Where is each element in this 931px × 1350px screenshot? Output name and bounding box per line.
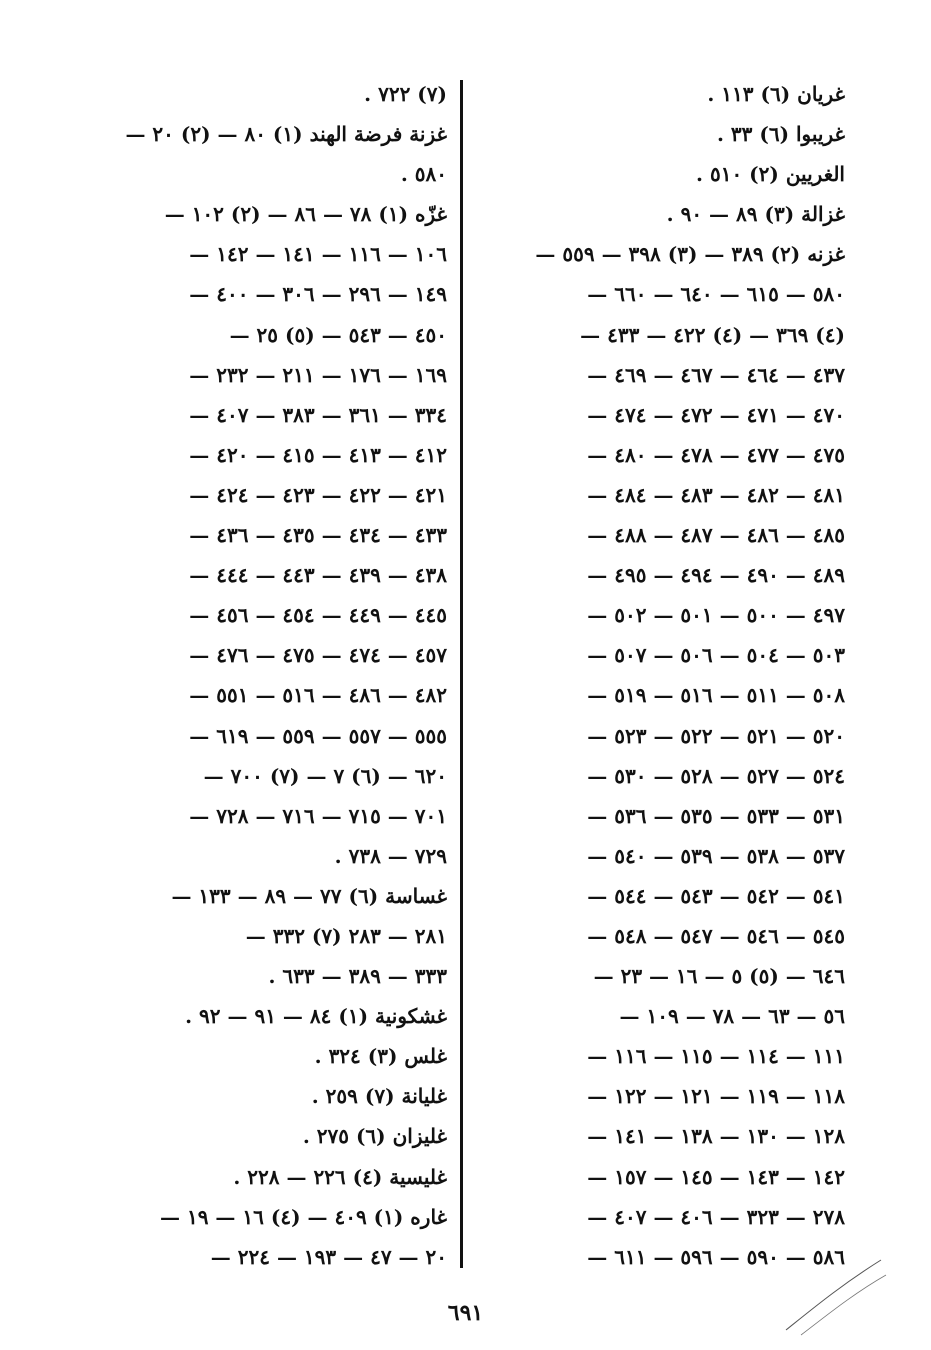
index-entry-line: ١٤٩ — ٢٩٦ — ٣٠٦ — ٤٠٠ — [189, 282, 447, 307]
index-entry-line: غريبوا (٦) ٣٣ . [716, 122, 845, 147]
index-entry-line: ٤٢١ — ٤٢٢ — ٤٢٣ — ٤٢٤ — [189, 482, 447, 507]
index-entry-line: ٤١٢ — ٤١٣ — ٤١٥ — ٤٢٠ — [189, 442, 447, 467]
page-number: ٦٩١ [447, 1300, 484, 1326]
index-entry-line: ٣٣٤ — ٣٦١ — ٣٨٣ — ٤٠٧ — [189, 402, 447, 427]
index-entry-line: ٢٨١ — ٢٨٣ (٧) ٣٣٢ — [245, 923, 447, 948]
index-entry-line: ٢٧٨ — ٣٢٣ — ٤٠٦ — ٤٠٧ — [587, 1204, 845, 1229]
index-entry-line: ٥٦ — ٦٣ — ٧٨ — ١٠٩ — [619, 1004, 845, 1029]
index-entry-line: الغريين (٢) ٥١٠ . [696, 162, 845, 187]
index-entry-line: ٢٠ — ٤٧ — ١٩٣ — ٢٢٤ — [210, 1244, 447, 1269]
index-entry-line: ٥٣١ — ٥٣٣ — ٥٣٥ — ٥٣٦ — [587, 803, 845, 828]
index-entry-line: ١٦٩ — ١٧٦ — ٢١١ — ٢٣٢ — [189, 362, 447, 387]
index-entry-line: ٥٨٦ — ٥٩٠ — ٥٩٦ — ٦١١ — [587, 1244, 845, 1269]
left-index-column [93, 74, 447, 1277]
index-entry-line: ١٢٨ — ١٣٠ — ١٣٨ — ١٤١ — [587, 1124, 845, 1149]
index-entry-line: ٥٣٧ — ٥٣٨ — ٥٣٩ — ٥٤٠ — [587, 843, 845, 868]
index-entry-line: غليسية (٤) ٢٢٦ — ٢٢٨ . [233, 1164, 447, 1189]
index-entry-line: ١٠٦ — ١١٦ — ١٤١ — ١٤٢ — [189, 242, 447, 267]
index-entry-line: ٤٥٠ — ٥٤٣ — (٥) ٢٥ — [229, 322, 447, 347]
index-entry-line: غساسة (٦) ٧٧ — ٨٩ — ١٣٣ — [171, 883, 447, 908]
index-entry-line: غزنه (٢) ٣٨٩ — (٣) ٣٩٨ — ٥٥٩ — [535, 242, 845, 267]
index-entry-line: (٤) ٣٦٩ — (٤) ٤٢٢ — ٤٣٣ — [580, 322, 845, 347]
index-entry-line: ٥٤٥ — ٥٤٦ — ٥٤٧ — ٥٤٨ — [587, 923, 845, 948]
index-entry-line: ٥٨٠ — ٦١٥ — ٦٤٠ — ٦٦٠ — [587, 282, 845, 307]
index-entry-line: غليزان (٦) ٢٧٥ . [302, 1124, 447, 1149]
index-entry-line: ٤٥٧ — ٤٧٤ — ٤٧٥ — ٤٧٦ — [189, 643, 447, 668]
index-entry-line: ٤٩٧ — ٥٠٠ — ٥٠١ — ٥٠٢ — [587, 603, 845, 628]
index-entry-line: ٥٨٠ . [400, 162, 447, 187]
index-entry-line: ٥٠٣ — ٥٠٤ — ٥٠٦ — ٥٠٧ — [587, 643, 845, 668]
index-entry-line: غزالة (٣) ٨٩ — ٩٠ . [666, 202, 845, 227]
index-entry-line: ٤٨٢ — ٤٨٦ — ٥١٦ — ٥٥١ — [189, 683, 447, 708]
index-entry-line: ٤٤٥ — ٤٤٩ — ٤٥٤ — ٤٥٦ — [189, 603, 447, 628]
index-entry-line: ٤٧٥ — ٤٧٧ — ٤٧٨ — ٤٨٠ — [587, 442, 845, 467]
index-entry-line: ٥٢٠ — ٥٢١ — ٥٢٢ — ٥٢٣ — [587, 723, 845, 748]
index-entry-line: ٥٠٨ — ٥١١ — ٥١٦ — ٥١٩ — [587, 683, 845, 708]
index-entry-line: ١١٨ — ١١٩ — ١٢١ — ١٢٢ — [587, 1084, 845, 1109]
index-entry-line: غشكونية (١) ٨٤ — ٩١ — ٩٢ . [185, 1004, 447, 1029]
index-entry-line: غزّه (١) ٧٨ — ٨٦ — (٢) ١٠٢ — [164, 202, 447, 227]
column-divider [460, 80, 463, 1268]
index-entry-line: ١٤٢ — ١٤٣ — ١٤٥ — ١٥٧ — [587, 1164, 845, 1189]
index-entry-line: غليانة (٧) ٢٥٩ . [311, 1084, 447, 1109]
index-entry-line: ٤٨٥ — ٤٨٦ — ٤٨٧ — ٤٨٨ — [587, 523, 845, 548]
index-entry-line: ٧٢٩ — ٧٣٨ . [334, 843, 447, 868]
index-entry-line: ٤٣٣ — ٤٣٤ — ٤٣٥ — ٤٣٦ — [189, 523, 447, 548]
index-entry-line: ٤٧٠ — ٤٧١ — ٤٧٢ — ٤٧٤ — [587, 402, 845, 427]
index-entry-line: ٥٤١ — ٥٤٢ — ٥٤٣ — ٥٤٤ — [587, 883, 845, 908]
index-entry-line: (٧) ٧٢٢ . [364, 82, 447, 106]
index-entry-line: ٣٣٣ — ٣٨٩ — ٦٣٣ . [268, 964, 447, 989]
index-entry-line: ٤٨٩ — ٤٩٠ — ٤٩٤ — ٤٩٥ — [587, 563, 845, 588]
index-entry-line: ٤٨١ — ٤٨٢ — ٤٨٣ — ٤٨٤ — [587, 482, 845, 507]
index-entry-line: ٧٠١ — ٧١٥ — ٧١٦ — ٧٢٨ — [189, 803, 447, 828]
index-entry-line: غزنة فرضة الهند (١) ٨٠ — (٢) ٢٠ — [125, 122, 447, 147]
index-entry-line: غاره (١) ٤٠٩ — (٤) ١٦ — ١٩ — [160, 1204, 447, 1229]
index-entry-line: ٦٤٦ — (٥) ٥ — ١٦ — ٢٣ — [593, 964, 845, 989]
index-entry-line: غلس (٣) ٣٢٤ . [314, 1044, 447, 1069]
index-entry-line: ١١١ — ١١٤ — ١١٥ — ١١٦ — [587, 1044, 845, 1069]
index-entry-line: ٥٥٥ — ٥٥٧ — ٥٥٩ — ٦١٩ — [189, 723, 447, 748]
pen-stroke-mark [781, 1250, 891, 1340]
index-entry-line: ٤٣٧ — ٤٦٤ — ٤٦٧ — ٤٦٩ — [587, 362, 845, 387]
index-entry-line: ٥٢٤ — ٥٢٧ — ٥٢٨ — ٥٣٠ — [587, 763, 845, 788]
right-index-column [495, 74, 845, 1277]
index-entry-line: غريان (٦) ١١٣ . [707, 82, 845, 106]
index-entry-line: ٦٢٠ — (٦) ٧ — (٧) ٧٠٠ — [203, 763, 447, 788]
index-entry-line: ٤٣٨ — ٤٣٩ — ٤٤٣ — ٤٤٤ — [189, 563, 447, 588]
